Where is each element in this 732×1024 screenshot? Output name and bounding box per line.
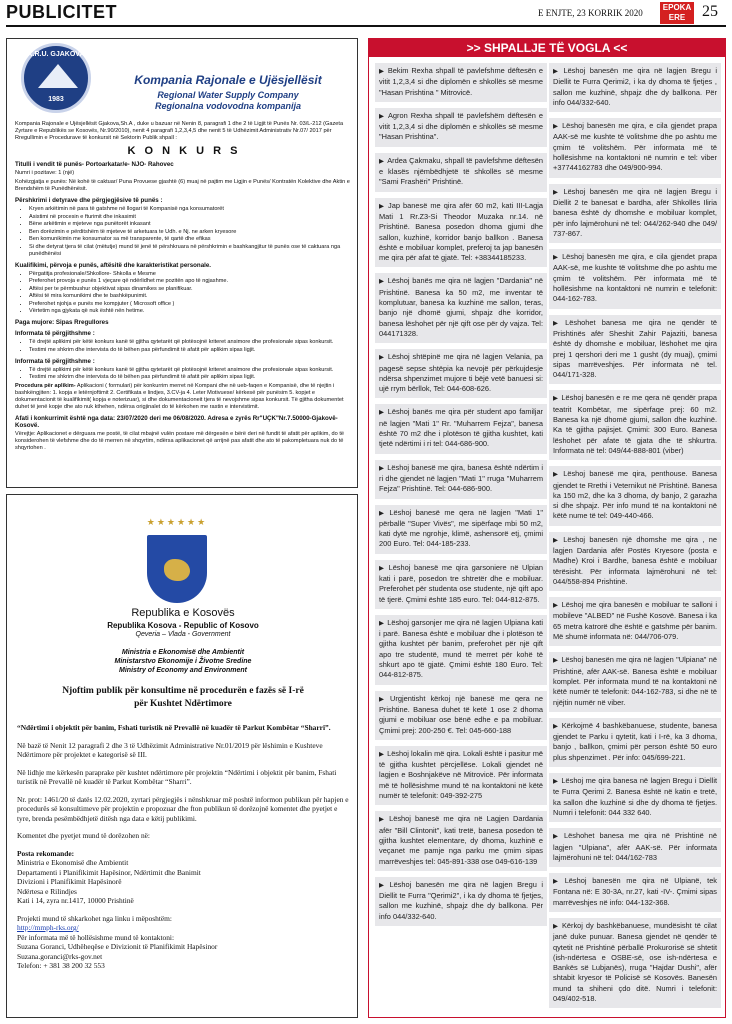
classified-ad-text: Lëshoj banesën me qira në lagjen "Ulpiana" në Prishtinë, afër AAK-së. Banesa është e mobiluar komplet. Për informata mund të na kontaktoni në këtë numër të telefonit: 044-162-783, si dhe në të njëjtin numër në viber. <box>553 655 718 707</box>
classified-ad-text: Kërkoj dy bashkëbanuese, mundësisht të cilat janë duke punuar. Banesa gjendet në qendër të qytetit në Prishtinë përballë Prokurorisë së shtetit (ish-ndërtesa e OSBE-së, ose ish-ndërtesa e Bankës së Lubjanës), rruga "Hajdar Dushi", afër shtabit kryesor të Policisë së Kosovës. Banesën mund ta shiheni çdo ditë. Numri i telefonit: 049/402-518. <box>553 921 717 1004</box>
arrow-icon: ▶ <box>553 254 560 262</box>
classified-ad-text: Lëshoj banesën me qira në lagjen Bregu i Diellit te Furra "Qerimi2", i ka dy dhoma të fjetjes, sallon me kuzhinë, shpajz dhe dy ballkona. Për info 044/332-640. <box>379 879 543 921</box>
ministry-en: Ministry of Economy and Environment <box>119 667 247 674</box>
classifieds-column-left <box>375 63 547 932</box>
classified-ad-text: Ardea Çakmaku, shpall të pavlefshme dëftesën e klasës njëmbëdhjetë të shkollës së mesme "Sami Frashëri" Prishtinë. <box>379 155 543 187</box>
classified-ad-text: Lëshoj lokalin më qira. Lokali është i pasitur më të gjitha kushtet përcjellëse. Lokali gjendet në lagjen e Boshnjakëve në Mitrovicë. Për informata më të hollësishme mund të na kontaktoni në këtë numër të telefonit: 049-392-275 <box>379 748 543 801</box>
procedure-label: Procedura për aplikim- <box>15 383 76 389</box>
info-list-2 <box>29 367 353 382</box>
newspaper-logo <box>660 2 694 24</box>
paragraph-submit: Komentet dhe pyetjet mund të dorëzohen në: <box>17 831 150 840</box>
classified-ad <box>549 118 721 177</box>
arrow-icon: ▶ <box>553 188 561 196</box>
list-item: • Përgatitja profesionale/Shkollore- Shkolla e Mesme <box>29 271 353 278</box>
stars-icon: ★★★★★★ <box>146 517 208 527</box>
deadline: Afati i konkurrimit është nga data: 23/07/2020 deri me 06/08/2020. Adresa e zyrës Rr"UÇK"Nr.7.50000-Gjakovë- Kosovë. <box>15 415 338 429</box>
list-item: • Kryen arkëtimin në para të gatshme në llogari të Kompanisë nga konsumatorët <box>29 206 353 213</box>
classified-ad-text: Lëshoj banesë me qera në lagjen "Mati 1" përballë "Super Vivës", me sipërfaqe mbi 50 m2, kati dytë me ngrohje, klimë, ashensorë etj, çmimi 200 Euro. Tel: 044-185-233. <box>379 507 544 549</box>
arrow-icon: ▶ <box>379 816 387 824</box>
list-item: • Asistimi në procesin e fturimit dhe inkasimit <box>29 214 353 221</box>
procedure-text: Aplikacioni ( formulari) për konkurrim merret në Kompani dhe në ueb-faqen e Kompanisë, dhe të njejtin i bashkëngjiten: 1. kopja e letërnjoftimit 2. Certifikata e lindjes, 3.CV-ja 4. Leter Motivuese/ kërkesë për punësim 5. kopjet e dokumentacionit të kualifikimit( kopja e noterizuar), si dhe dokumentacioneit tjera të nevojshme sipas konkursit. Të gjitha dokumentet duhet të jenë kopje dhe ato nuk kthehen, ndërsa origjinalet do të kërkohen me rastin e intervistimit. <box>15 383 344 410</box>
arrow-icon: ▶ <box>553 923 559 930</box>
arrow-icon: ▶ <box>379 68 385 75</box>
ministry-name <box>17 648 349 675</box>
classified-ad <box>375 63 547 102</box>
list-item: • Bëne arkëtimin e mjeteve nga punëtorët inkasant <box>29 221 353 228</box>
address-line: Ministria e Ekonomisë dhe Ambientit <box>17 858 129 867</box>
arrow-icon: ▶ <box>553 395 559 403</box>
arrow-icon: ▶ <box>379 509 387 517</box>
classified-ad-text: Lëshoj me qira banesa në lagjen Bregu i Diellit te Furra Qerimi 2. Banesa është në katin e tretë, ka sallon dhe kuzhinë si dhe dy dhoma të fjetjes. Numri i telefonit: 044 332 640. <box>553 776 718 817</box>
country-name-multilingual: Republika Kosova - Republic of Kosovo <box>107 621 259 630</box>
arrow-icon: ▶ <box>553 602 559 610</box>
project-quote: “Ndërtimi i objektit për banim, Fshati turistik në Prevallë në kuadër të Parkut Kombëtar “Sharri”. <box>17 723 331 732</box>
classified-ad-text: Lëshoj banesën me qira, e cila gjendet prapa AAK-së me kushte të volitshme dhe po ashtu me çmim të volitshëm. Për informata më të hollësishme na kontaktoni në numrin e tel: viber +37744162783 dhe 049/900-994. <box>553 121 717 173</box>
ministry-sq: Ministria e Ekonomisë dhe Ambientit <box>121 649 245 656</box>
list-item: • Ben dorëzimin e përditshëm të mjeteve të arketuara te Udh. e Nj. ne arken kryesore <box>29 229 353 236</box>
arrow-icon: ▶ <box>379 112 385 120</box>
arrow-icon: ▶ <box>379 202 386 210</box>
qualifications-list <box>29 271 353 316</box>
download-label: Projekti mund të shkarkohet nga linku i mëposhtëm: <box>17 913 172 923</box>
konkurs-title: K O N K U R S <box>127 145 241 157</box>
list-item: • Të drejtë aplikimi për këtë konkurs kanë të gjitha qytetarët që plotësojnë kriteret ansimore dhe profesionale sipas konkursit. <box>29 339 353 346</box>
contact-name: Suzana Goranci, Udhëheqëse e Divizionit të Planifikimit Hapësinor <box>17 942 218 951</box>
arrow-icon: ▶ <box>553 657 559 665</box>
company-name-en: Regional Water Supply Company <box>157 90 299 100</box>
company-name: Kompania Rajonale e Ujësjellësit <box>134 73 322 87</box>
paragraph-legal-basis: Në bazë të Nenit 12 paragrafi 2 dhe 3 të Udhëzimit Administrative Nr.01/2019 për lëshimin e Kushteve Ndërtimore për projektet e kategorisë së III. <box>17 740 323 759</box>
ministry-sr: Ministarstvo Ekonomije i Životne Sredine <box>114 658 252 665</box>
classified-ad-text: Lëshoj banesë me qira në Lagjen Dardania afër "Bill Clintonit", kati tretë, banesa posedon të gjitha kushtet elementare, dy dhoma, kuzhinë e veçanet me pamje nga parku me çmim sipas marrëveshjes tel: 045-891-338 ose 049-616-139 <box>379 814 543 866</box>
classified-ad <box>375 615 547 685</box>
konkurs-body <box>15 121 353 454</box>
classified-ad <box>549 718 721 767</box>
classifieds-column-right <box>549 63 721 1014</box>
list-item: • Testimi me shkrim dhe intervista do të bëhen pas përfundimit të afatit për aplikim sipas ligjit. <box>29 374 353 381</box>
konkurs-intro: Kompania Rajonale e Ujësjellësit Gjakova,Sh.A , duke u bazuar në Nenin 8, paragrafi 1 dhe 2 të Ligjit të Punës Nr. 03/L-212 (Gazeta Zyrtare e Republikës se Kosovës, Nr.90/2010), nenit 4 paragrafi 1,2,3,4,5 dhe nenit 5 të Udhëzimit Administrativ Nr.07/ 2017 për Rregullimin e Procedurave të konkursit në Sektorin Publik shpall : <box>15 121 344 141</box>
classified-ad-text: Lëshohet banesa me qira në Prishtinë në lagjen "Ulpiana", afër AAK-së. Për informata lajmërohuni në tel: 044/162-783 <box>553 831 718 862</box>
classified-ad-text: Urgjentisht kërkoj një banesë me qera ne Prishtine. Banesa duhet të ketë 1 ose 2 dhoma gjumi e mobiluar ose bënë edhe e pa mobiluar. Çmimi prej: 200-250 €. Tel: 045-660-188 <box>379 693 544 735</box>
arrow-icon: ▶ <box>379 750 385 758</box>
classified-ad <box>549 873 721 912</box>
list-item: • Aftësi të mira komunikimi dhe te bashkëpunimit. <box>29 293 353 300</box>
notice-subtitle: për Kushtet Ndërtimore <box>134 699 232 709</box>
notice-title: Njoftim publik për konsultime në procedurën e fazës së I-rë <box>62 686 304 696</box>
classified-ad <box>375 460 547 499</box>
classified-ad <box>549 315 721 385</box>
konkurs-ad <box>6 38 358 488</box>
info-heading-1: Informata të përgjithshme : <box>15 330 95 337</box>
kosovo-map-icon <box>164 559 190 581</box>
classified-ad-text: Kërkojmë 4 bashkëbanuese, studente, banesa gjendet te Parku i qytetit, kati i I-rë, ka 3 dhoma, banjo , ballkon, çmimi për person është 50 euro plus shpenzimet . Për info: 045/699-221. <box>553 720 718 762</box>
address-label: Posta rekomande: <box>17 848 75 858</box>
kosovo-emblem-icon <box>147 535 207 603</box>
classifieds-heading: >> SHPALLJE TË VOGLA << <box>369 39 725 57</box>
notice-body <box>17 607 349 971</box>
classified-ad <box>375 404 547 453</box>
classified-ad-text: Lëshoj banesën me qira në lagjen Bregu i Diellit te Furra Qerimi2, i ka dy dhoma të fjetjes , sallon me kuzhinë, shpajz dhe dy ballkona. Për info 044/332-640. <box>553 66 717 107</box>
classified-ad <box>375 877 547 926</box>
arrow-icon: ▶ <box>553 778 559 786</box>
classified-ad-text: Lëshoj banesë me qira, banesa është ndërtim i ri dhe gjendet në lagjen "Mati 1" rruga "Muharrem Fejza" Prishtinë. Tel: 044-686-900. <box>379 462 544 494</box>
arrow-icon: ▶ <box>379 409 385 417</box>
government-notice <box>6 494 358 1018</box>
list-item: • Preferohet njohja e punës me kompjuter ( Microsoft office ) <box>29 301 353 308</box>
classified-ad <box>375 746 547 805</box>
classified-ad <box>549 184 721 243</box>
contact-email: Suzana.goranci@rks-gov.net <box>17 951 103 961</box>
classified-ad <box>549 652 721 711</box>
logo-line-1: EPOKA <box>662 3 692 12</box>
section-title: PUBLICITET <box>6 2 117 22</box>
list-item: • Aftësi per te përmbushur objektivat sipas dinamikes se planifikuar. <box>29 286 353 293</box>
arrow-icon: ▶ <box>379 619 385 627</box>
list-item: • Të drejtë aplikimi për këtë konkurs kanë të gjitha qytetarët që plotësojnë kriteret ansimore dhe profesionale sipas konkursit. <box>29 367 353 374</box>
list-item: • Testimi me shkrim dhe intervista do të bëhen pas përfundimit të afatit për aplikim sipas ligjit. <box>29 347 353 354</box>
classified-ad <box>549 597 721 646</box>
header-rule <box>6 25 726 27</box>
classified-ad-text: Jap banesë me qira afër 60 m2, kati III-Lagja Mati 1 Rr.Z3-Si Theodor Muzaka nr.14. në Prishtinë. Banesa posedon dhoma gjumi dhe sallon, kuzhinë, korridor banjo ballkon . Banesa është e mobiluar komplet, preferoj ta jap banesën me qira për afat të gjatë. Tel: +38344185233. <box>379 200 544 263</box>
classified-ad <box>375 108 547 147</box>
address-line: Kati i 14, zyra nr.1417, 10000 Prishtinë <box>17 896 134 905</box>
arrow-icon: ▶ <box>379 157 385 165</box>
classified-ad-text: Lëshoj banesë me qira garsoniere në Ulpian kati i parë, posedon tre shtretër dhe e mobiluar. Preferohet për studenta ose studente, një qift apo të tjerë. Çmimi është 185 euro. Tel: 044-812-875. <box>379 562 544 604</box>
classified-ad-text: Lëshoj banesën e re me qera në qendër prapa teatrit Kombëtar, me sipërfaqe prej: 60 m2. Banesa ka një dhomë gjumi, sallon dhe kuzhinë. Ka të gjitha pajisjet. Çmimi: 300 Euro. Banesa lëshohet për afate të gjata dhe të shkurtra. Informata në tel: 049/44-888-801 (viber) <box>553 393 717 455</box>
government-label: Qeveria – Vlada - Government <box>135 631 231 638</box>
classified-ad-text: Lëshoj banesën një dhomshe me qira , ne lagjen Dardania afër Postës Kryesore (posta e Madhe) Kroi i Bardhe, banesa është e mobiluar tërësisht. Për informata lajmërohuni në tel: 044/558-894 Prishtinë. <box>553 534 718 586</box>
classified-ad-text: Lëshoj banës me qira në lagjen "Dardania" në Prishtinë. Banesa ka 50 m2, me inventar të komplutuar, banesa ka kuzhinë me sallon, teras, banjo një dhomë gjumi, shpajz dhe korridor, banesa lëshohet për një qift ose për dy vajza. Tel: 044171328. <box>379 276 543 338</box>
paragraph-request: Në lidhje me kërkesën paraprake për kushtet ndërtimore për projektin “Ndërtimi i objektit për banim, Fshati turistik në Prevallë në kuadër të Parkut Kombëtar “Sharri”. <box>17 767 337 786</box>
classified-ad <box>549 390 721 460</box>
classified-ad <box>375 560 547 609</box>
classified-ad-text: Agron Rexha shpall të pavlefshëm dëftesën e vitit 1,2,3,4 si dhe diplomën e shkollës së mesme "Hasan Prishtina". <box>379 110 544 142</box>
classified-ad <box>549 532 721 591</box>
classified-ad <box>375 198 547 268</box>
arrow-icon: ▶ <box>553 319 563 327</box>
note: Vërejtje: Aplikacionet e dërguara me postë, të cilat mbajnë vulën postare më dërgesën e bërë deri në fundit të afatit për aplikim, do të konsiderohen të vlefshme dhe do të merren në shqyrtim, ndërsa aplikacionet që arrijnë pas afatit dhe ato të pakompletuara nuk do të shqyrtohen . <box>15 431 344 451</box>
positions: Numri i pozitave: 1 (një) <box>15 170 75 176</box>
arrow-icon: ▶ <box>553 471 561 479</box>
paragraph-protocol: Nr. prot: 1461/20 të datës 12.02.2020, zyrtari përgjegjës i nënshkruar më poshtë informon publikun për hapjen e procedurës së konsultimeve për projektin e propozuar dhe fton publikun të dorëzojnë komentet dhe pyetjet e tyre, brenda pesëmbëdhjetë ditësh nga data e këtij publikimi. <box>17 794 349 823</box>
address-line: Ndërtesa e Rilindjes <box>17 886 77 896</box>
classified-ad <box>549 249 721 308</box>
classified-ad-text: Lëshoj banës me qira për student apo familjar në lagjen "Mati 1" Rr. "Muharrem Fejza", banesa është 70 m2 dhe i plotëson të gjitha kushtet, kati tjetë ndërtimi i ri tel: 044-686-900. <box>379 407 544 449</box>
classified-ad-text: Lëshoj me qira banesën e mobiluar te salloni i mobileve "ALBED" në Fushë Kosovë. Banesa i ka 65 metra katrorë dhe është e gatshme për banim. Më shumë informata në: 044/706-079. <box>553 600 717 642</box>
classified-ad <box>549 773 721 822</box>
kru-logo-text: K.R.U. GJAKOVA <box>27 51 85 58</box>
address-line: Divizioni i Planifikimit Hapësinorë <box>17 877 122 886</box>
arrow-icon: ▶ <box>379 278 385 286</box>
salary: Paga mujore: Sipas Rregullores <box>15 319 109 326</box>
classified-ad-text: Bekim Rexha shpall të pavlefshme dëftesën e vitit 1,2,3,4 si dhe diplomën e shkollës së mesme "Hasan Prishtina " Mitrovicë. <box>379 66 544 97</box>
classified-ad-text: Lëshoj banesën me qira në lagjen Bregu i Diellit 2 te banesat e bardha, afër Shkollës Iliria banesa është dy dhomshe e mobiluar komplet, për info lajmërohuni në tel: 044/262-940 dhe 049/ 737-867. <box>553 186 717 238</box>
issue-date: E ENJTE, 23 KORRIK 2020 <box>538 8 643 18</box>
arrow-icon: ▶ <box>553 123 560 131</box>
job-title: Titulli i vendit të punës- Portoarkatar/e- NJO- Rahovec <box>15 161 174 168</box>
duration: Kohëzgjatja e punës: Në kohë të caktuar/ Puna Provuese gjashtë (6) muaj në pajtim me Ligjin e Punës/ Kontratën Kolektive dhe Aktin e Brendshëm të Punëdhënësit. <box>15 179 350 192</box>
arrow-icon: ▶ <box>553 68 561 75</box>
classified-ad-text: Lëshoj banesë me qira, penthouse. Banesa gjendet te Rrethi i Veternikut në Prishtinë. Banesa ka 150 m2, dhe ka 3 dhoma, dy banjo, 2 garazha si dhe shpajz. Për info mund të na kontaktoni në këtë nume të tel: 049-440-466. <box>553 469 718 521</box>
classified-ad-text: Lëshoj banesën me qira, e cila gjendet prapa AAK-së, me kushte të volitshme dhe po ashtu me çmim të volitshëm. Për informata më të hollësishme na kontaktoni në numrin e telefonit: 044-162-783. <box>553 252 717 304</box>
classified-ad <box>549 828 721 867</box>
classified-ad <box>375 349 547 398</box>
contact-phone: Telefon: + 381 38 200 32 553 <box>17 961 105 970</box>
contact-intro: Për informata më të hollësishme mund të kontaktoni: <box>17 932 175 942</box>
classified-ad-text: Lëshoj shtëpinë me qira në lagjen Velania, pa pagesë sepse shtëpia ka nevojë për përkujdesje ndërsa shpenzimet mujore ti bëjë vetë banuesi si: ujë rrym bërllok, Tel: 044-608-626. <box>379 352 543 394</box>
arrow-icon: ▶ <box>379 354 385 362</box>
info-list-1 <box>29 339 353 354</box>
kru-logo-year: 1983 <box>48 96 64 103</box>
project-link[interactable]: http://mmph-rks.org/ <box>17 923 79 932</box>
arrow-icon: ▶ <box>379 695 388 703</box>
classified-ad-text: Lëshoj garsonjer me qira në lagjen Ulpiana kati i parë. Banesa është e mobiluar dhe i plotëson të gjitha kushtet për banim, preferohet për një qift apo tre studentë, mund të merret për kohë të shkurt apo të gjatë. Çmimi është 180 Euro. Tel: 044-812-875. <box>379 617 543 680</box>
arrow-icon: ▶ <box>553 536 561 544</box>
mountain-icon <box>38 64 78 88</box>
address-line: Departamenti i Planifikimit Hapësinor, Ndërtimit dhe Banimit <box>17 867 201 877</box>
arrow-icon: ▶ <box>553 722 559 730</box>
duties-heading: Përshkrimi i detyrave dhe përgjegjësive të punës : <box>15 197 163 204</box>
qualifications-heading: Kualifikimi, përvoja e punës, aftësitë dhe karakteristikat personale. <box>15 261 212 269</box>
classified-ad <box>375 273 547 343</box>
info-heading-2: Informata të përgjithshme : <box>15 357 95 365</box>
classified-ad <box>375 691 547 740</box>
classified-ad <box>549 63 721 112</box>
classified-ad <box>549 466 721 525</box>
classified-ad <box>375 505 547 554</box>
logo-line-2: ERE <box>668 13 686 22</box>
duties-list <box>29 206 353 258</box>
classified-ad-text: Lëshoj banesën me qira në Ulpianë, tek Fontana në: E 30-3A, nr.27, kati -IV-. Çmimi sipas marrëveshjes në info: 044-132-368. <box>553 876 718 907</box>
arrow-icon: ▶ <box>553 878 562 886</box>
classified-ad-text: Lëshohet banesa me qira ne qendër të Prishtinës afër Sheshit Zahir Pajaziti, banesa është dy dhomshe e mobiluar, lëshohet me qira prej 1 qershori deri me 1 gusht (dy muaj), çmimi sipas marrëveshjes. Për informata në tel. 044/171-328. <box>553 317 718 380</box>
arrow-icon: ▶ <box>379 464 385 472</box>
classified-ad <box>549 918 721 1008</box>
list-item: • Ben komunikimin me konsumator sa më transparente, të qartë dhe efikas <box>29 236 353 243</box>
page-header <box>0 0 732 28</box>
classified-ad <box>375 811 547 870</box>
arrow-icon: ▶ <box>379 881 387 889</box>
list-item: • Vërtetim nga gjykata që nuk është nën hetime. <box>29 308 353 315</box>
list-item: • Preferohet provoja e punës 1 vjeçare që ndërlidhet me pozitën apo të ngjashme. <box>29 278 353 285</box>
list-item: • Si dhe detyrat tjera të cilat (mëtutje) mund të jenë të përshkruara në përshkrimin e bashkangjitur të punës ose të caktuara nga punëdhënësi <box>29 244 353 258</box>
arrow-icon: ▶ <box>553 833 562 841</box>
kru-logo <box>21 43 91 113</box>
country-name: Republika e Kosovës <box>131 607 235 619</box>
classified-ad <box>375 153 547 192</box>
page-number: 25 <box>702 3 718 20</box>
arrow-icon: ▶ <box>379 564 386 572</box>
classifieds-section <box>368 38 726 1018</box>
company-name-sr: Regionalna vodovodna kompanija <box>154 101 302 111</box>
